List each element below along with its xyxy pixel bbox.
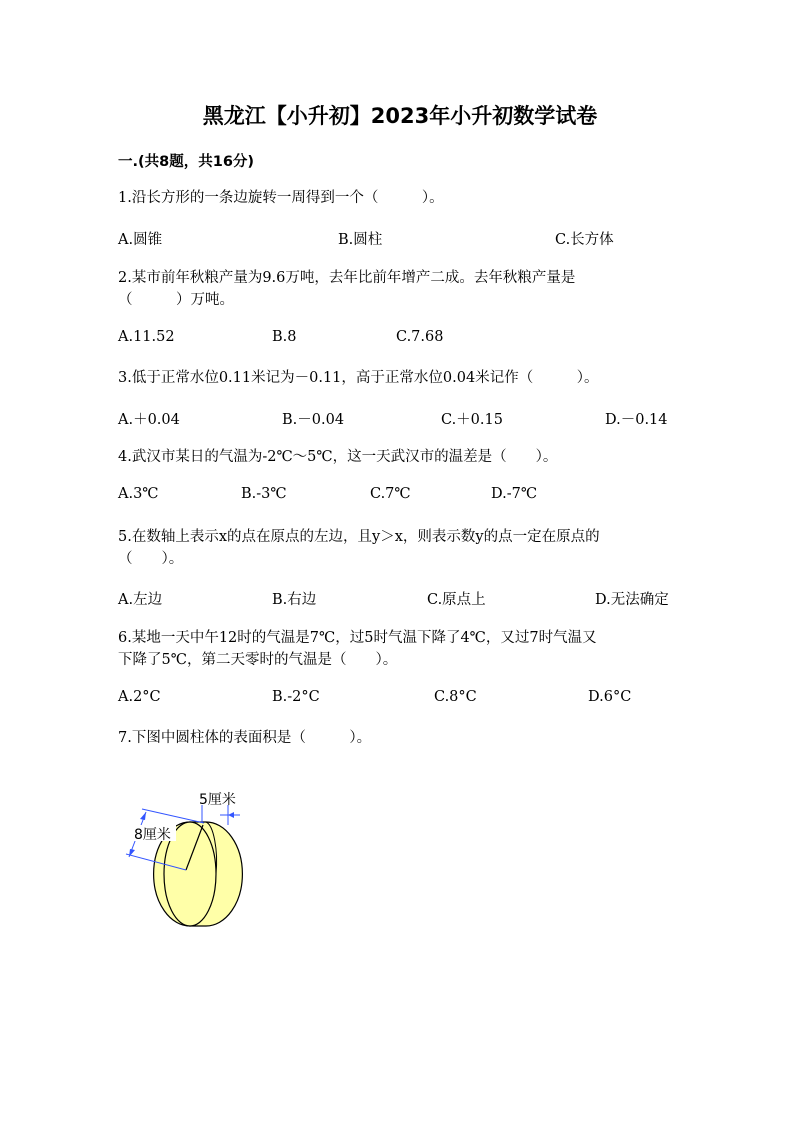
q4-option-a: A.3℃: [118, 486, 159, 502]
q4-option-c: C.7℃: [370, 486, 411, 502]
q1-option-b: B.圆柱: [338, 232, 383, 248]
radius-arrow: [228, 812, 234, 818]
cylinder-figure: [120, 785, 260, 935]
q2-option-a: A.11.52: [118, 329, 175, 345]
question-5-line-2: （ ）。: [118, 551, 184, 567]
q5-option-c: C.原点上: [427, 592, 486, 608]
question-1: 1.沿长方形的一条边旋转一周得到一个（ ）。: [118, 190, 444, 206]
q5-option-d: D.无法确定: [595, 592, 669, 608]
height-arrow-top: [140, 812, 146, 820]
q3-option-c: C.＋0.15: [441, 412, 503, 428]
q2-option-b: B.8: [272, 329, 297, 345]
q6-option-d: D.6°C: [588, 689, 632, 705]
q4-option-b: B.-3℃: [241, 486, 287, 502]
page-title: 黑龙江【小升初】2023年小升初数学试卷: [202, 104, 598, 128]
question-7: 7.下图中圆柱体的表面积是（ ）。: [118, 730, 372, 746]
q5-option-a: A.左边: [118, 592, 163, 608]
question-6-line-1: 6.某地一天中午12时的气温是7℃，过5时气温下降了4℃，又过7时气温又: [118, 630, 597, 646]
q2-option-c: C.7.68: [396, 329, 444, 345]
question-4: 4.武汉市某日的气温为-2℃～5℃，这一天武汉市的温差是（ ）。: [118, 449, 558, 465]
q3-option-b: B.－0.04: [282, 412, 345, 428]
question-6-line-2: 下降了5℃，第二天零时的气温是（ ）。: [118, 652, 398, 668]
q5-option-b: B.右边: [272, 592, 317, 608]
q1-option-a: A.圆锥: [118, 232, 163, 248]
question-3: 3.低于正常水位0.11米记为－0.11，高于正常水位0.04米记作（ ）。: [118, 370, 599, 386]
q1-option-c: C.长方体: [555, 232, 614, 248]
radius-label: 5厘米: [199, 792, 236, 808]
height-label: 8厘米: [134, 827, 171, 843]
question-2-line-2: （ ）万吨。: [118, 292, 234, 308]
section-heading: 一.(共8题，共16分): [118, 154, 255, 170]
q6-option-c: C.8°C: [434, 689, 477, 705]
height-extension-top: [142, 809, 204, 823]
question-5-line-1: 5.在数轴上表示x的点在原点的左边，且y＞x，则表示数y的点一定在原点的: [118, 529, 600, 545]
q6-option-b: B.-2°C: [272, 689, 320, 705]
q3-option-d: D.－0.14: [605, 412, 668, 428]
q6-option-a: A.2°C: [118, 689, 161, 705]
q3-option-a: A.＋0.04: [118, 412, 180, 428]
question-2-line-1: 2.某市前年秋粮产量为9.6万吨，去年比前年增产二成。去年秋粮产量是: [118, 270, 576, 286]
q4-option-d: D.-7℃: [491, 486, 538, 502]
